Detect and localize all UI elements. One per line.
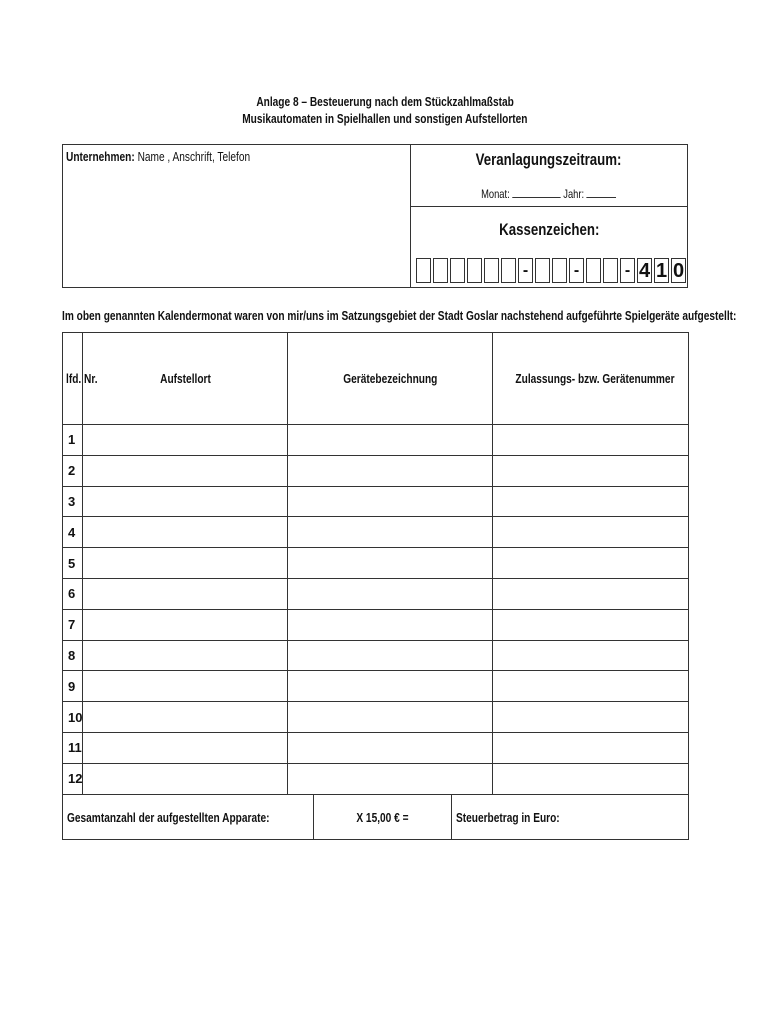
cash-reference-digit[interactable] (433, 258, 448, 283)
device-name-cell[interactable] (288, 486, 493, 517)
approval-number-cell[interactable] (493, 702, 689, 733)
device-name-cell[interactable] (288, 517, 493, 548)
row-number: 4 (63, 517, 83, 548)
approval-number-cell[interactable] (493, 425, 689, 456)
device-name-cell[interactable] (288, 732, 493, 763)
year-field[interactable] (587, 197, 617, 198)
month-label: Monat: (481, 187, 510, 201)
location-cell[interactable] (83, 425, 288, 456)
cash-reference-digit[interactable] (501, 258, 516, 283)
total-count-label[interactable]: Gesamtanzahl der aufgestellten Apparate: (63, 795, 314, 840)
cash-reference-digit: 4 (638, 260, 651, 282)
approval-number-cell[interactable] (493, 609, 689, 640)
rate-label: X 15,00 € = (314, 795, 452, 840)
row-number: 1 (63, 425, 83, 456)
table-row (63, 517, 689, 548)
column-header-number: lfd. Nr. (63, 333, 83, 425)
devices-table (62, 332, 689, 795)
assessment-period-heading: Veranlagungszeitraum: (476, 150, 622, 169)
approval-number-cell[interactable] (493, 548, 689, 579)
location-cell[interactable] (83, 763, 288, 794)
row-number: 9 (63, 671, 83, 702)
cash-reference-digit[interactable] (535, 258, 550, 283)
row-number: 5 (63, 548, 83, 579)
device-name-cell[interactable] (288, 425, 493, 456)
period-fields (411, 187, 687, 201)
cash-reference-separator: - (620, 258, 635, 283)
row-number: 8 (63, 640, 83, 671)
cash-reference-digit[interactable] (484, 258, 499, 283)
column-header-location: Aufstellort (83, 333, 288, 425)
cash-reference-digit[interactable] (450, 258, 465, 283)
table-header-row (63, 333, 689, 425)
row-number: 6 (63, 578, 83, 609)
table-row (63, 486, 689, 517)
month-field[interactable] (513, 197, 561, 198)
cash-reference-digit: 0 (672, 260, 685, 282)
approval-number-cell[interactable] (493, 455, 689, 486)
approval-number-cell[interactable] (493, 732, 689, 763)
device-name-cell[interactable] (288, 455, 493, 486)
form-subtitle: Musikautomaten in Spielhallen und sonstigen Aufstellorten (242, 111, 528, 126)
table-row (63, 455, 689, 486)
location-cell[interactable] (83, 486, 288, 517)
approval-number-cell[interactable] (493, 578, 689, 609)
device-name-cell[interactable] (288, 671, 493, 702)
table-row (63, 671, 689, 702)
device-name-cell[interactable] (288, 763, 493, 794)
totals-row (63, 795, 689, 840)
approval-number-cell[interactable] (493, 517, 689, 548)
device-name-cell[interactable] (288, 609, 493, 640)
row-number: 2 (63, 455, 83, 486)
location-cell[interactable] (83, 517, 288, 548)
location-cell[interactable] (83, 671, 288, 702)
device-name-cell[interactable] (288, 548, 493, 579)
assessment-period-box (410, 144, 688, 207)
table-row (63, 578, 689, 609)
year-label: Jahr: (563, 187, 585, 201)
cash-reference-digit[interactable] (416, 258, 431, 283)
location-cell[interactable] (83, 455, 288, 486)
row-number: 7 (63, 609, 83, 640)
cash-reference-separator: - (518, 258, 533, 283)
approval-number-cell[interactable] (493, 640, 689, 671)
location-cell[interactable] (83, 732, 288, 763)
cash-reference-digits (416, 258, 688, 283)
approval-number-cell[interactable] (493, 486, 689, 517)
device-name-cell[interactable] (288, 578, 493, 609)
intro-statement: Im oben genannten Kalendermonat waren von mir/uns im Satzungsgebiet der Stadt Goslar nachstehend aufgeführte Spielgeräte aufgestellt: (62, 308, 737, 323)
cash-reference-digit: 1 (655, 260, 668, 282)
company-label: Unternehmen: Name , Anschrift, Telefon (66, 149, 251, 164)
row-number: 12 (63, 763, 83, 794)
totals-table (62, 794, 689, 840)
table-row (63, 763, 689, 794)
location-cell[interactable] (83, 548, 288, 579)
table-row (63, 702, 689, 733)
table-row (63, 640, 689, 671)
column-header-approval-number: Zulassungs- bzw. Gerätenummer (493, 333, 689, 425)
table-row (63, 732, 689, 763)
row-number: 11 (63, 732, 83, 763)
cash-reference-digit[interactable] (603, 258, 618, 283)
row-number: 3 (63, 486, 83, 517)
form-title: Anlage 8 – Besteuerung nach dem Stückzahlmaßstab (256, 94, 514, 109)
device-name-cell[interactable] (288, 640, 493, 671)
cash-reference-digit[interactable] (586, 258, 601, 283)
row-number: 10 (63, 702, 83, 733)
company-box[interactable] (62, 144, 411, 288)
tax-amount-label[interactable]: Steuerbetrag in Euro: (452, 795, 689, 840)
location-cell[interactable] (83, 609, 288, 640)
table-row (63, 548, 689, 579)
cash-reference-separator: - (569, 258, 584, 283)
approval-number-cell[interactable] (493, 763, 689, 794)
location-cell[interactable] (83, 640, 288, 671)
approval-number-cell[interactable] (493, 671, 689, 702)
cash-reference-heading: Kassenzeichen: (498, 220, 600, 239)
cash-reference-box (410, 206, 688, 288)
device-name-cell[interactable] (288, 702, 493, 733)
column-header-device-name: Gerätebezeichnung (288, 333, 493, 425)
cash-reference-digit[interactable] (467, 258, 482, 283)
cash-reference-digit[interactable] (552, 258, 567, 283)
location-cell[interactable] (83, 578, 288, 609)
location-cell[interactable] (83, 702, 288, 733)
table-row (63, 609, 689, 640)
table-row (63, 425, 689, 456)
